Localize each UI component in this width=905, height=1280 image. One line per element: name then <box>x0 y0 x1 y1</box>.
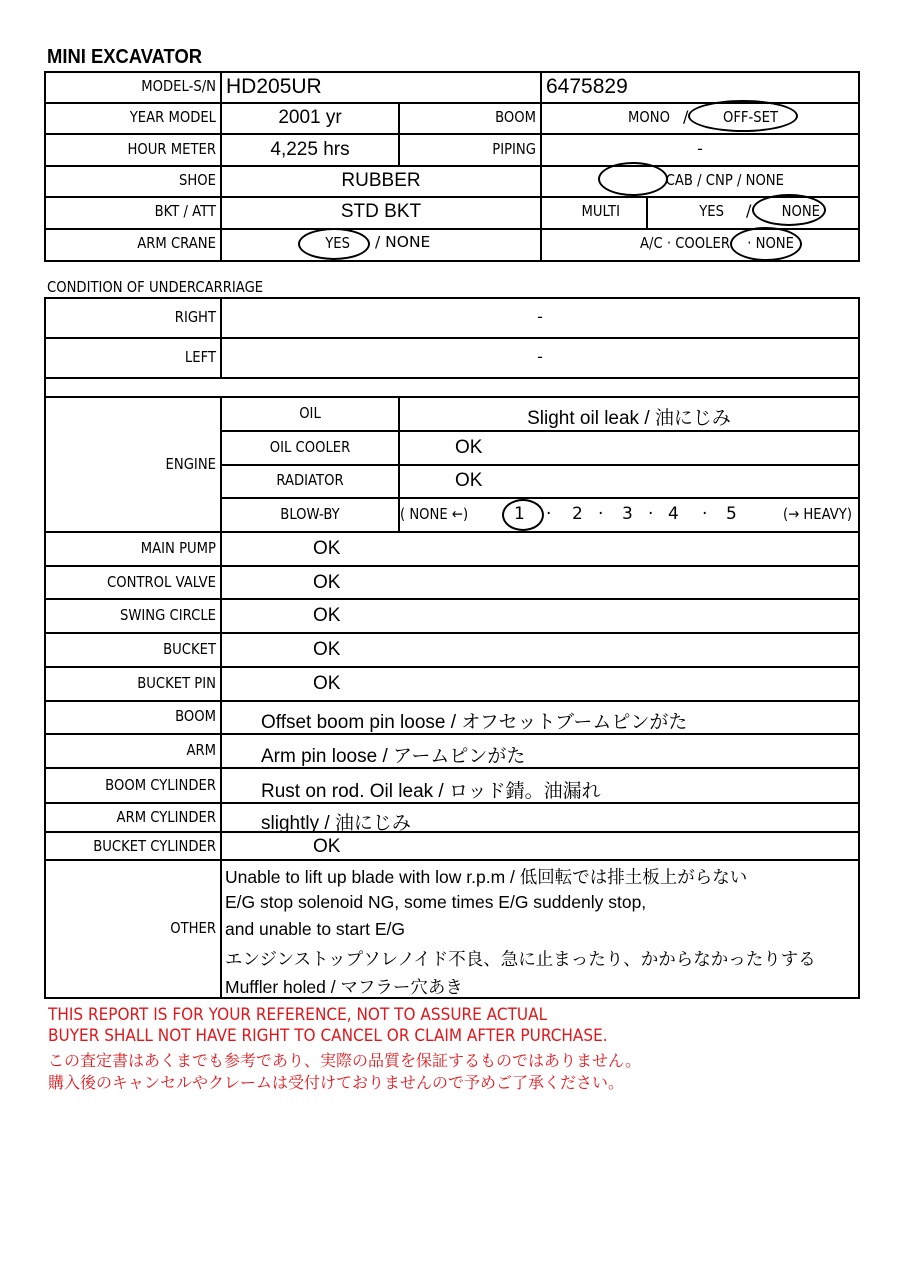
disclaimer-line: 購入後のキャンセルやクレームは受付けておりませんので予めご了承ください。 <box>48 1073 625 1092</box>
undercarriage-left-value: - <box>537 347 543 366</box>
boom-type-label: BOOM <box>495 108 536 126</box>
oil-cooler-value: OK <box>455 437 483 458</box>
radiator-value: OK <box>455 470 483 491</box>
other-line: and unable to start E/G <box>225 919 405 939</box>
shoe-value: RUBBER <box>341 170 421 191</box>
other-line: エンジンストップソレノイド不良、急に止まったり、かからなかったりする <box>225 949 816 969</box>
serial-value: 6475829 <box>546 75 628 98</box>
boom-cylinder-label: BOOM CYLINDER <box>105 776 216 794</box>
blowby-selected-circle <box>502 499 544 531</box>
undercarriage-right-value: - <box>537 307 543 326</box>
multi-none-circle <box>752 194 826 226</box>
boom-mono-option: MONO <box>628 108 670 126</box>
blowby-scale-2: 2 <box>572 504 583 524</box>
other-line: Muffler holed / マフラー穴あき <box>225 977 463 997</box>
blowby-scale-1: 1 <box>514 504 525 524</box>
other-label: OTHER <box>170 919 216 937</box>
blowby-label: BLOW-BY <box>280 505 340 523</box>
arm-cylinder-label: ARM CYLINDER <box>116 808 216 826</box>
blowby-dot: · <box>702 504 708 524</box>
radiator-label: RADIATOR <box>276 471 344 489</box>
multi-none-option: NONE <box>781 202 820 220</box>
swing-circle-value: OK <box>313 605 341 626</box>
bucket-label: BUCKET <box>163 640 216 658</box>
bkt-att-label: BKT / ATT <box>154 202 216 220</box>
swing-circle-label: SWING CIRCLE <box>120 606 216 624</box>
blowby-scale-4: 4 <box>668 504 679 524</box>
control-valve-value: OK <box>313 572 341 593</box>
bucket-pin-value: OK <box>313 673 341 694</box>
other-line: E/G stop solenoid NG, some times E/G suddenly stop, <box>225 892 647 912</box>
blowby-heavy-end: (→ HEAVY) <box>783 505 852 523</box>
engine-oil-value: Slight oil leak / 油にじみ <box>527 408 731 429</box>
bucket-value: OK <box>313 639 341 660</box>
shoe-label: SHOE <box>179 171 216 189</box>
document-title: MINI EXCAVATOR <box>47 46 203 68</box>
arm-crane-yes-option: YES <box>325 234 350 252</box>
arm-label: ARM <box>186 741 216 759</box>
hour-meter-label: HOUR METER <box>127 140 216 158</box>
piping-value: - <box>697 139 703 158</box>
oil-cooler-label: OIL COOLER <box>269 438 351 456</box>
model-sn-label: MODEL-S/N <box>141 77 216 95</box>
main-pump-label: MAIN PUMP <box>140 539 216 557</box>
ac-none-circle <box>730 227 802 261</box>
main-pump-value: OK <box>313 538 341 559</box>
undercarriage-right-label: RIGHT <box>174 308 216 326</box>
ac-none-option: · NONE <box>747 234 794 252</box>
model-value: HD205UR <box>226 75 322 98</box>
boom-offset-circle <box>688 100 798 132</box>
multi-label: MULTI <box>581 202 620 220</box>
cab-options: CAB / CNP / NONE <box>665 171 784 189</box>
year-model-label: YEAR MODEL <box>129 108 216 126</box>
arm-crane-yes-circle <box>298 228 370 260</box>
blowby-scale-5: 5 <box>726 504 737 524</box>
hour-meter-value: 4,225 hrs <box>270 139 350 160</box>
bucket-cylinder-label: BUCKET CYLINDER <box>93 837 216 855</box>
disclaimer-line: この査定書はあくまでも参考であり、実際の品質を保証するものではありません。 <box>48 1051 641 1070</box>
boom-offset-option: OFF-SET <box>722 108 778 126</box>
undercarriage-left-label: LEFT <box>184 348 216 366</box>
blowby-scale-3: 3 <box>622 504 633 524</box>
arm-crane-label: ARM CRANE <box>137 234 216 252</box>
blowby-dot: · <box>546 504 552 524</box>
bucket-pin-label: BUCKET PIN <box>137 674 216 692</box>
boom-value: Offset boom pin loose / オフセットブームピンがた <box>261 712 688 733</box>
multi-yes-option: YES <box>699 202 724 220</box>
other-line: Unable to lift up blade with low r.p.m / 低回転では排土板上がらない <box>225 867 748 887</box>
blowby-dot: · <box>648 504 654 524</box>
multi-separator: / <box>746 201 752 220</box>
arm-crane-none-option: / NONE <box>375 233 431 251</box>
piping-label: PIPING <box>492 140 536 158</box>
undercarriage-heading: CONDITION OF UNDERCARRIAGE <box>47 278 264 296</box>
blowby-dot: · <box>598 504 604 524</box>
boom-label: BOOM <box>175 707 216 725</box>
disclaimer-line: THIS REPORT IS FOR YOUR REFERENCE, NOT TO ASSURE ACTUAL <box>48 1005 548 1025</box>
blowby-none-end: ( NONE ←) <box>400 505 469 523</box>
bkt-value: STD BKT <box>340 201 422 222</box>
arm-cylinder-value: slightly / 油にじみ <box>261 813 411 834</box>
cab-circle <box>598 162 668 196</box>
control-valve-label: CONTROL VALVE <box>107 573 216 591</box>
boom-cylinder-value: Rust on rod. Oil leak / ロッド錆。油漏れ <box>261 781 601 802</box>
year-value: 2001 yr <box>278 107 342 128</box>
ac-cooler-label: A/C · COOLER <box>640 234 730 252</box>
engine-label: ENGINE <box>165 455 216 473</box>
arm-value: Arm pin loose / アームピンがた <box>261 746 526 767</box>
boom-separator: / <box>683 107 689 126</box>
bucket-cylinder-value: OK <box>313 836 341 857</box>
disclaimer-line: BUYER SHALL NOT HAVE RIGHT TO CANCEL OR CLAIM AFTER PURCHASE. <box>48 1026 608 1046</box>
engine-oil-label: OIL <box>299 404 321 422</box>
